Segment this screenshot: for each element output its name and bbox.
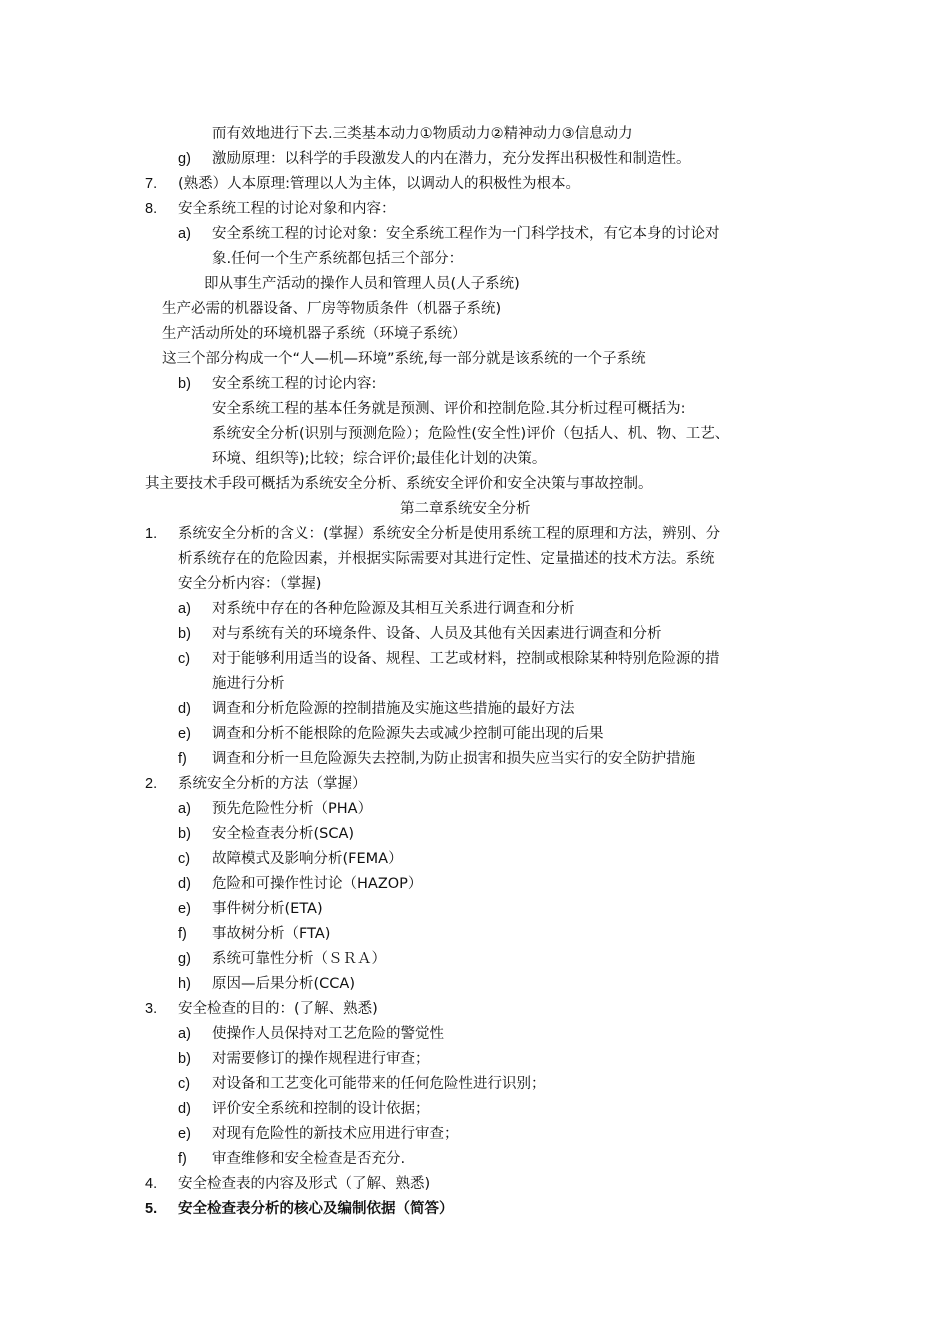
- line-text: 调查和分析一旦危险源失去控制,为防止损害和损失应当实行的安全防护措施: [212, 751, 696, 767]
- list-marker: a): [178, 226, 191, 242]
- list-marker: d): [178, 876, 191, 892]
- line-text: 对需要修订的操作规程进行审查；: [212, 1051, 430, 1067]
- line-text: 对与系统有关的环境条件、设备、人员及其他有关因素进行调查和分析: [212, 626, 662, 642]
- list-marker: 4.: [145, 1176, 158, 1192]
- list-marker: 7.: [145, 176, 158, 192]
- list-marker: 2.: [145, 776, 158, 792]
- line-text: 危险和可操作性讨论（HAZOP）: [212, 876, 423, 892]
- line-text: 系统安全分析的含义：(掌握）系统安全分析是使用系统工程的原理和方法，辨别、分: [178, 526, 721, 542]
- list-marker: c): [178, 651, 191, 667]
- line-text: 其主要技术手段可概括为系统安全分析、系统安全评价和安全决策与事故控制。: [145, 476, 653, 492]
- line-text: 安全系统工程的讨论内容:: [212, 376, 377, 392]
- line-text: 系统安全分析(识别与预测危险）；危险性(安全性)评价（包括人、机、物、工艺、: [212, 426, 730, 442]
- list-marker: a): [178, 1026, 191, 1042]
- list-marker: g): [178, 151, 191, 167]
- list-marker: a): [178, 801, 191, 817]
- list-marker: g): [178, 951, 191, 967]
- list-marker: a): [178, 601, 191, 617]
- list-marker: b): [178, 626, 191, 642]
- line-text: 生产活动所处的环境机器子系统（环境子系统）: [162, 326, 467, 342]
- list-marker: f): [178, 1151, 187, 1167]
- list-marker: d): [178, 701, 191, 717]
- line-text: 预先危险性分析（PHA）: [212, 801, 373, 817]
- list-marker: d): [178, 1101, 191, 1117]
- list-marker: e): [178, 1126, 191, 1142]
- line-text: 事件树分析(ETA): [212, 901, 323, 917]
- list-marker: f): [178, 926, 187, 942]
- list-marker: f): [178, 751, 187, 767]
- line-text: 安全检查表分析(SCA): [212, 826, 355, 842]
- line-text: 安全分析内容：（掌握): [178, 576, 322, 592]
- line-text: 第二章系统安全分析: [400, 501, 531, 517]
- line-text: 象.任何一个生产系统都包括三个部分：: [212, 251, 464, 267]
- line-text: 故障模式及影响分析(FEMA）: [212, 851, 403, 867]
- line-text: 安全检查的目的：(了解、熟悉): [178, 1001, 378, 1017]
- line-text: 激励原理：以科学的手段激发人的内在潜力，充分发挥出积极性和制造性。: [212, 151, 691, 167]
- line-text: (熟悉）人本原理:管理以人为主体，以调动人的积极性为根本。: [178, 176, 581, 192]
- line-text: 环境、组织等);比较；综合评价;最佳化计划的决策。: [212, 451, 547, 467]
- line-text: 安全系统工程的讨论对象和内容：: [178, 201, 396, 217]
- list-marker: c): [178, 1076, 191, 1092]
- line-text: 对系统中存在的各种危险源及其相互关系进行调查和分析: [212, 601, 575, 617]
- line-text: 对设备和工艺变化可能带来的任何危险性进行识别；: [212, 1076, 546, 1092]
- list-marker: 1.: [145, 526, 158, 542]
- line-text: 事故树分析（FTA): [212, 926, 331, 942]
- list-marker: b): [178, 376, 191, 392]
- line-text: 评价安全系统和控制的设计依据；: [212, 1101, 430, 1117]
- line-text: 而有效地进行下去.三类基本动力①物质动力②精神动力③信息动力: [212, 126, 633, 142]
- line-text: 对于能够利用适当的设备、规程、工艺或材料，控制或根除某种特别危险源的措: [212, 651, 720, 667]
- line-text: 对现有危险性的新技术应用进行审查；: [212, 1126, 459, 1142]
- line-text: 这三个部分构成一个“人—机—环境”系统,每一部分就是该系统的一个子系统: [162, 351, 646, 367]
- list-marker: e): [178, 726, 191, 742]
- list-marker: e): [178, 901, 191, 917]
- line-text: 调查和分析不能根除的危险源失去或减少控制可能出现的后果: [212, 726, 604, 742]
- list-marker: b): [178, 826, 191, 842]
- line-text: 安全检查表分析的核心及编制依据（简答）: [178, 1201, 454, 1217]
- line-text: 审查维修和安全检查是否充分.: [212, 1151, 406, 1167]
- line-text: 即从事生产活动的操作人员和管理人员(人子系统): [204, 276, 520, 292]
- line-text: 安全系统工程的基本任务就是预测、评价和控制危险.其分析过程可概括为:: [212, 401, 686, 417]
- line-text: 调查和分析危险源的控制措施及实施这些措施的最好方法: [212, 701, 575, 717]
- line-text: 安全检查表的内容及形式（了解、熟悉): [178, 1176, 431, 1192]
- list-marker: 3.: [145, 1001, 158, 1017]
- line-text: 系统安全分析的方法（掌握）: [178, 776, 367, 792]
- line-text: 安全系统工程的讨论对象：安全系统工程作为一门科学技术，有它本身的讨论对: [212, 226, 720, 242]
- line-text: 施进行分析: [212, 676, 285, 692]
- list-marker: b): [178, 1051, 191, 1067]
- line-text: 系统可靠性分析（ＳＲＡ）: [212, 951, 386, 967]
- list-marker: h): [178, 976, 191, 992]
- list-marker: 8.: [145, 201, 158, 217]
- list-marker: c): [178, 851, 191, 867]
- line-text: 原因—后果分析(CCA): [212, 976, 355, 992]
- line-text: 生产必需的机器设备、厂房等物质条件（机器子系统): [162, 301, 502, 317]
- list-marker: 5.: [145, 1201, 158, 1217]
- line-text: 使操作人员保持对工艺危险的警觉性: [212, 1026, 444, 1042]
- line-text: 析系统存在的危险因素，并根据实际需要对其进行定性、定量描述的技术方法。系统: [178, 551, 715, 567]
